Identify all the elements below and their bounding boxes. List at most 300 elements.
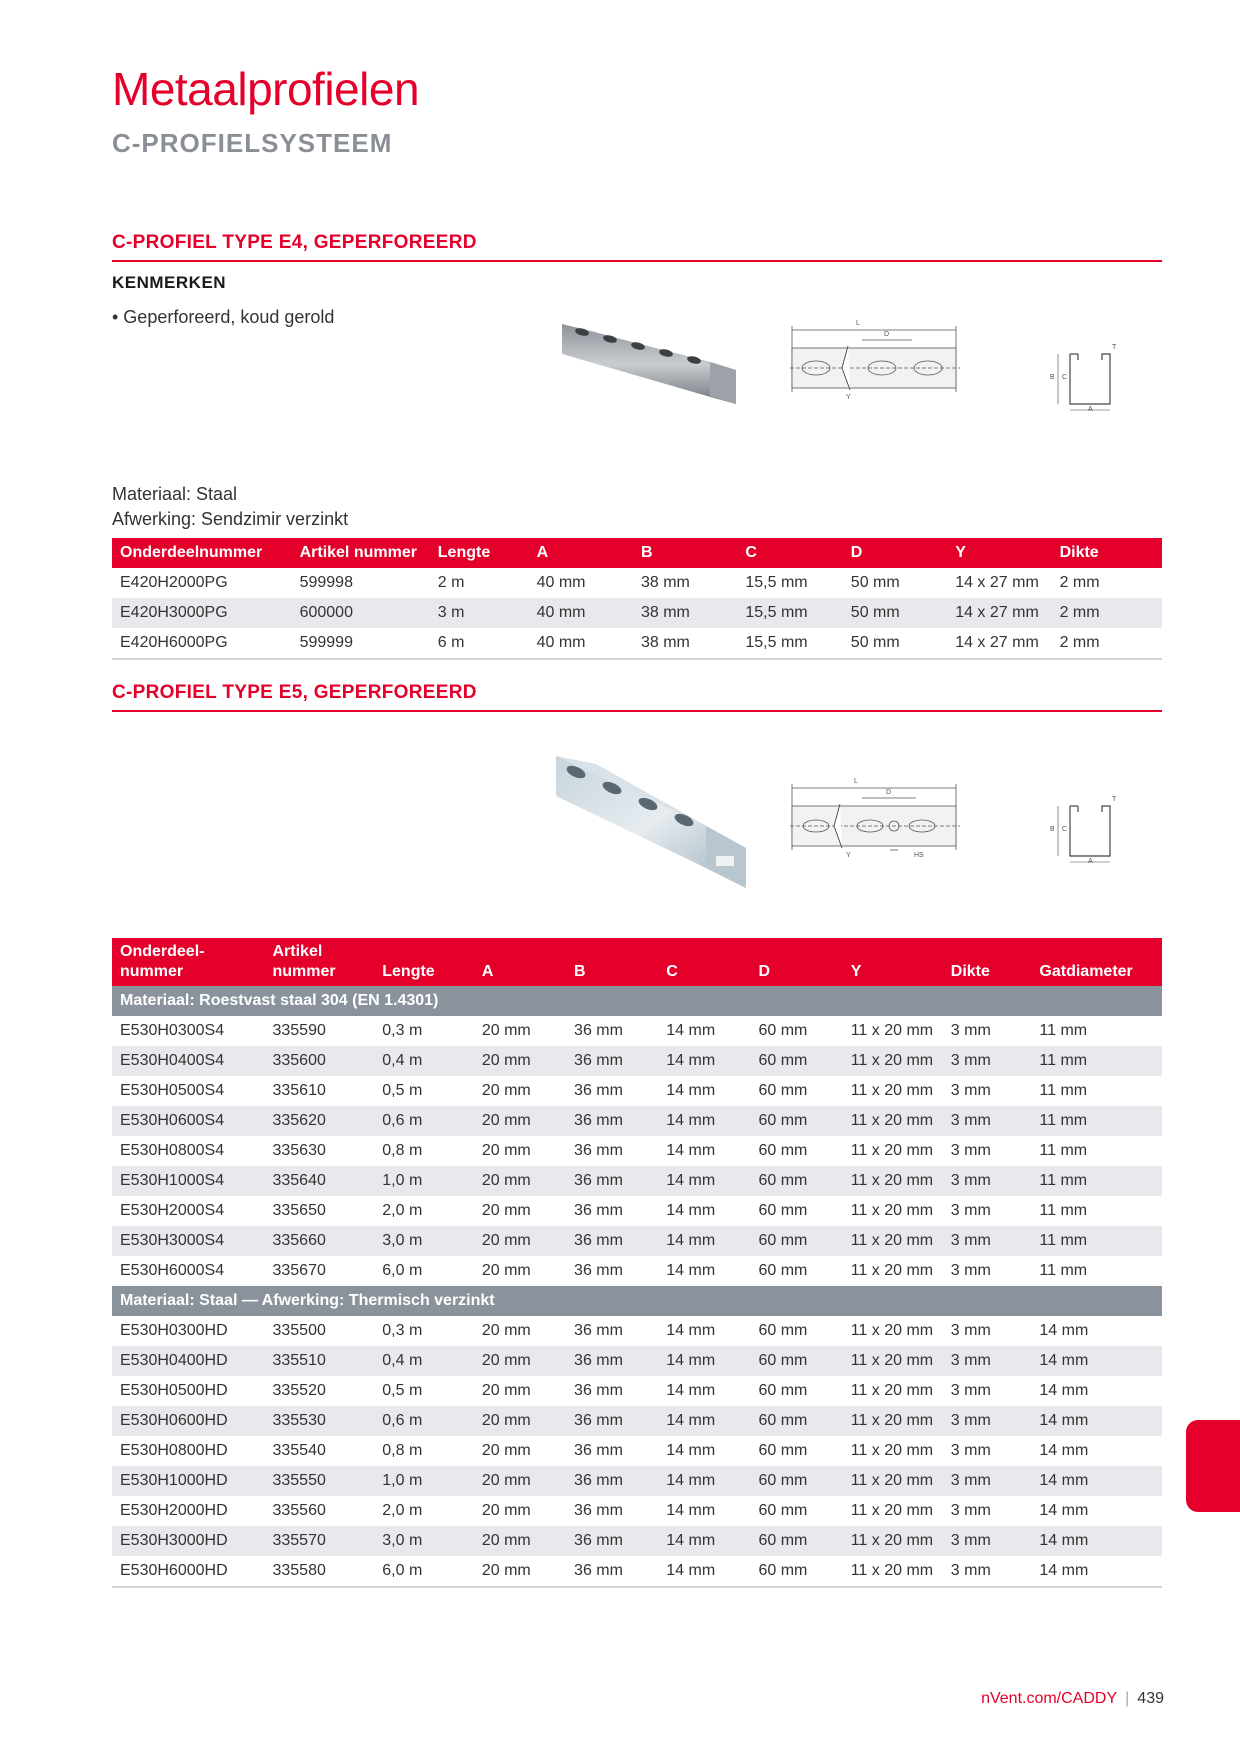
- table-cell: 335560: [272, 1502, 326, 1519]
- table-cell: 14 mm: [658, 1406, 750, 1436]
- table-cell: 0,3 m: [382, 1022, 423, 1039]
- label-t: T: [1112, 796, 1117, 803]
- section-heading-e4: C-PROFIEL TYPE E4, GEPERFOREERD: [112, 232, 1162, 262]
- table-row: [112, 1166, 1162, 1196]
- table-cell: 60 mm: [758, 1322, 808, 1339]
- table-cell: E530H2000HD: [120, 1502, 228, 1519]
- label-b: B: [1050, 826, 1055, 833]
- table-cell: 40 mm: [529, 628, 633, 659]
- table-cell: 50 mm: [843, 628, 947, 659]
- table-cell: 14 mm: [666, 1022, 716, 1039]
- column-header: Dikte: [1052, 538, 1162, 568]
- label-y: Y: [846, 394, 851, 401]
- table-cell: 2,0 m: [382, 1502, 423, 1519]
- chapter-tab: [1186, 1420, 1240, 1512]
- table-cell: 6,0 m: [382, 1262, 423, 1279]
- table-cell: 335650: [272, 1202, 326, 1219]
- table-cell: 11 x 20 mm: [843, 1346, 943, 1376]
- table-cell: 3 mm: [943, 1346, 1032, 1376]
- table-cell: 3 mm: [950, 1262, 991, 1279]
- table-row: [112, 1106, 1162, 1136]
- table-cell: 60 mm: [750, 1556, 842, 1587]
- table-cell: 11 mm: [1031, 1166, 1162, 1196]
- table-cell: 3 mm: [950, 1202, 991, 1219]
- table-cell: 15,5 mm: [737, 628, 842, 659]
- table-header-row: [112, 538, 1162, 568]
- table-cell: 14 mm: [658, 1106, 750, 1136]
- table-cell: 11 x 20 mm: [850, 1262, 934, 1279]
- table-cell: 11 x 20 mm: [843, 1556, 943, 1587]
- table-row: [112, 628, 1162, 659]
- column-header: [1031, 938, 1162, 986]
- table-cell: E530H0500HD: [120, 1382, 228, 1399]
- table-cell: 14 mm: [658, 1556, 750, 1587]
- table-cell: 60 mm: [758, 1082, 808, 1099]
- table-row: [112, 1226, 1162, 1256]
- dimension-diagram-e4: [790, 322, 960, 402]
- table-cell: 14 mm: [1039, 1382, 1089, 1399]
- table-cell: 60 mm: [758, 1502, 808, 1519]
- table-cell: 36 mm: [566, 1226, 658, 1256]
- table-cell: 2 mm: [1052, 628, 1162, 659]
- table-cell: 20 mm: [474, 1046, 566, 1076]
- table-cell: 20 mm: [481, 1142, 531, 1159]
- table-row: [112, 568, 1162, 598]
- column-header-line2: D: [758, 963, 771, 980]
- table-cell: 14 mm: [666, 1322, 716, 1339]
- table-cell: 36 mm: [566, 1346, 658, 1376]
- table-cell: 3 mm: [943, 1166, 1032, 1196]
- table-cell: 599999: [292, 628, 430, 659]
- footer-separator: |: [1125, 1690, 1130, 1707]
- table-cell: 335630: [272, 1142, 326, 1159]
- column-header-line1: Artikel: [272, 943, 323, 960]
- table-cell: 36 mm: [574, 1082, 623, 1099]
- table-cell: 0,8 m: [382, 1142, 423, 1159]
- label-a: A: [1088, 858, 1093, 865]
- table-cell: 20 mm: [481, 1202, 531, 1219]
- table-cell: 36 mm: [574, 1262, 623, 1279]
- table-cell: 3 mm: [950, 1382, 991, 1399]
- table-row: [112, 1316, 1162, 1346]
- column-header: [943, 938, 1032, 986]
- table-cell: E530H0600S4: [112, 1106, 264, 1136]
- table-row: [112, 1466, 1162, 1496]
- table-cell: 15,5 mm: [737, 598, 842, 628]
- table-cell: E530H3000S4: [112, 1226, 264, 1256]
- table-cell: 20 mm: [474, 1166, 566, 1196]
- column-header: [374, 938, 474, 986]
- table-cell: 11 x 20 mm: [850, 1142, 934, 1159]
- table-cell: E530H0400HD: [112, 1346, 264, 1376]
- table-cell: 36 mm: [574, 1322, 623, 1339]
- table-cell: 14 mm: [1031, 1526, 1162, 1556]
- table-cell: 14 mm: [658, 1166, 750, 1196]
- table-cell: 14 mm: [666, 1202, 716, 1219]
- column-header: [843, 938, 943, 986]
- table-cell: 38 mm: [633, 598, 737, 628]
- table-cell: 3 mm: [943, 1226, 1032, 1256]
- table-cell: 11 mm: [1031, 1226, 1162, 1256]
- spec-table-e5: [112, 938, 1162, 1588]
- column-header: Lengte: [430, 538, 529, 568]
- table-cell: 14 x 27 mm: [947, 598, 1051, 628]
- table-cell: 335500: [272, 1322, 326, 1339]
- table-cell: 11 x 20 mm: [850, 1502, 934, 1519]
- table-cell: 6 m: [430, 628, 529, 659]
- table-cell: 0,3 m: [382, 1322, 423, 1339]
- table-cell: 60 mm: [758, 1262, 808, 1279]
- table-cell: 14 mm: [666, 1142, 716, 1159]
- table-cell: 3 mm: [950, 1322, 991, 1339]
- cross-section-e4: [1050, 344, 1120, 414]
- table-cell: 11 x 20 mm: [850, 1202, 934, 1219]
- table-cell: 20 mm: [474, 1346, 566, 1376]
- table-cell: 15,5 mm: [745, 574, 808, 591]
- table-row: [112, 1436, 1162, 1466]
- table-cell: E530H6000S4: [120, 1262, 225, 1279]
- table-cell: 3,0 m: [374, 1526, 474, 1556]
- column-header: C: [737, 538, 842, 568]
- table-cell: 335540: [272, 1442, 326, 1459]
- table-cell: 20 mm: [481, 1022, 531, 1039]
- table-cell: 20 mm: [481, 1082, 531, 1099]
- group-row: [112, 1286, 1162, 1316]
- table-cell: 60 mm: [750, 1466, 842, 1496]
- column-header: [750, 938, 842, 986]
- table-row: [112, 598, 1162, 628]
- table-cell: 3 mm: [943, 1466, 1032, 1496]
- page-title: Metaalprofielen: [112, 63, 420, 115]
- table-cell: 36 mm: [566, 1526, 658, 1556]
- label-a: A: [1088, 406, 1093, 413]
- table-header-row: [112, 938, 1162, 986]
- table-row: [112, 1016, 1162, 1046]
- column-header-line2: A: [481, 963, 494, 980]
- group-label: Materiaal: Roestvast staal 304 (EN 1.4301): [112, 986, 1162, 1016]
- table-cell: 14 mm: [666, 1082, 716, 1099]
- section-heading-e5: C-PROFIEL TYPE E5, GEPERFOREERD: [112, 682, 1162, 712]
- table-cell: 11 mm: [1039, 1202, 1088, 1219]
- table-cell: 11 mm: [1039, 1142, 1088, 1159]
- table-cell: 36 mm: [566, 1406, 658, 1436]
- table-cell: 11 x 20 mm: [850, 1022, 934, 1039]
- table-cell: 14 mm: [1039, 1502, 1089, 1519]
- group-row: [112, 986, 1162, 1016]
- table-cell: 14 x 27 mm: [947, 628, 1051, 659]
- table-cell: E530H0400S4: [112, 1046, 264, 1076]
- cross-section-e5: [1050, 796, 1120, 866]
- column-header: [264, 938, 374, 986]
- page-number: 439: [1137, 1690, 1164, 1707]
- table-cell: 14 mm: [658, 1526, 750, 1556]
- group-label: Materiaal: Staal — Afwerking: Thermisch verzinkt: [112, 1286, 1162, 1316]
- table-cell: 60 mm: [750, 1046, 842, 1076]
- table-cell: 20 mm: [474, 1556, 566, 1587]
- table-cell: 335660: [264, 1226, 374, 1256]
- table-row: [112, 1406, 1162, 1436]
- column-header: Artikel nummer: [292, 538, 430, 568]
- table-cell: E530H0500S4: [120, 1082, 225, 1099]
- material-text: Materiaal: Staal: [112, 484, 238, 504]
- table-row: [112, 1256, 1162, 1286]
- label-y: Y: [846, 852, 851, 859]
- label-hs: HS: [914, 852, 924, 859]
- dimension-diagram-e5: [790, 780, 960, 862]
- table-cell: 36 mm: [566, 1046, 658, 1076]
- label-t: T: [1112, 344, 1117, 351]
- column-header-line2: nummer: [120, 963, 184, 980]
- table-cell: 14 mm: [1031, 1406, 1162, 1436]
- table-cell: 3 mm: [943, 1106, 1032, 1136]
- table-cell: 1,0 m: [374, 1466, 474, 1496]
- table-cell: E420H3000PG: [112, 598, 292, 628]
- table-cell: 36 mm: [566, 1166, 658, 1196]
- table-cell: 14 mm: [666, 1502, 716, 1519]
- product-photo-e4: [560, 318, 740, 408]
- table-cell: 11 x 20 mm: [850, 1442, 934, 1459]
- column-header: Y: [947, 538, 1051, 568]
- table-cell: 14 mm: [1039, 1322, 1089, 1339]
- table-cell: 11 mm: [1039, 1082, 1088, 1099]
- table-cell: 335640: [264, 1166, 374, 1196]
- table-cell: 20 mm: [481, 1322, 531, 1339]
- table-cell: 335530: [264, 1406, 374, 1436]
- table-cell: 335520: [272, 1382, 326, 1399]
- table-cell: 50 mm: [843, 598, 947, 628]
- table-cell: 11 mm: [1039, 1262, 1088, 1279]
- table-cell: 3 mm: [943, 1556, 1032, 1587]
- table-cell: 335670: [272, 1262, 326, 1279]
- table-cell: 3 mm: [943, 1406, 1032, 1436]
- table-cell: 599998: [299, 574, 353, 591]
- table-cell: 36 mm: [574, 1382, 623, 1399]
- table-cell: E530H6000HD: [112, 1556, 264, 1587]
- column-header-line1: Onderdeel-: [120, 943, 205, 960]
- table-cell: 6,0 m: [374, 1556, 474, 1587]
- table-cell: 60 mm: [750, 1226, 842, 1256]
- table-cell: 14 mm: [658, 1226, 750, 1256]
- table-cell: E530H0300S4: [120, 1022, 225, 1039]
- column-header: [566, 938, 658, 986]
- page-subtitle: C-PROFIELSYSTEEM: [112, 128, 393, 158]
- column-header-line2: C: [666, 963, 678, 980]
- table-cell: 2,0 m: [382, 1202, 423, 1219]
- table-cell: 11 x 20 mm: [843, 1226, 943, 1256]
- label-c: C: [1062, 374, 1068, 381]
- table-cell: 335620: [264, 1106, 374, 1136]
- column-header: Onderdeelnummer: [112, 538, 292, 568]
- table-cell: 335510: [264, 1346, 374, 1376]
- table-cell: 36 mm: [574, 1142, 623, 1159]
- table-cell: 14 mm: [666, 1442, 716, 1459]
- footer: [981, 1690, 1164, 1708]
- table-cell: 14 mm: [1031, 1466, 1162, 1496]
- label-d: D: [886, 789, 892, 796]
- table-cell: 36 mm: [566, 1466, 658, 1496]
- table-cell: 20 mm: [474, 1406, 566, 1436]
- footer-url[interactable]: nVent.com/CADDY: [981, 1690, 1118, 1707]
- table-row: [112, 1346, 1162, 1376]
- table-cell: 600000: [292, 598, 430, 628]
- table-cell: 20 mm: [474, 1526, 566, 1556]
- table-cell: 36 mm: [574, 1442, 623, 1459]
- table-cell: 335610: [272, 1082, 326, 1099]
- table-cell: E530H0300HD: [120, 1322, 228, 1339]
- table-cell: 14 mm: [658, 1466, 750, 1496]
- column-header: [112, 938, 264, 986]
- table-cell: 11 x 20 mm: [850, 1322, 934, 1339]
- features-heading: KENMERKEN: [112, 273, 227, 292]
- table-cell: 14 mm: [1031, 1556, 1162, 1587]
- table-cell: 14 mm: [1039, 1442, 1089, 1459]
- table-cell: 38 mm: [633, 628, 737, 659]
- table-row: [112, 1556, 1162, 1587]
- table-cell: 60 mm: [750, 1346, 842, 1376]
- table-cell: 11 mm: [1031, 1106, 1162, 1136]
- spec-table-e4: [112, 538, 1162, 660]
- table-cell: 36 mm: [566, 1106, 658, 1136]
- table-cell: E530H0800HD: [120, 1442, 228, 1459]
- table-cell: 3 mm: [950, 1502, 991, 1519]
- table-cell: E530H1000S4: [112, 1166, 264, 1196]
- feature-bullet: • Geperforeerd, koud gerold: [112, 307, 335, 327]
- label-l: L: [854, 778, 858, 785]
- table-cell: 36 mm: [566, 1556, 658, 1587]
- table-cell: 60 mm: [750, 1406, 842, 1436]
- table-cell: 2 mm: [1052, 598, 1162, 628]
- column-header-line2: Y: [850, 963, 862, 980]
- table-cell: E420H6000PG: [112, 628, 292, 659]
- table-cell: 11 x 20 mm: [843, 1466, 943, 1496]
- table-cell: 50 mm: [850, 574, 900, 591]
- table-cell: 20 mm: [481, 1502, 531, 1519]
- table-cell: 14 mm: [666, 1262, 716, 1279]
- table-row: [112, 1526, 1162, 1556]
- table-cell: 40 mm: [529, 598, 633, 628]
- table-cell: 0,4 m: [374, 1046, 474, 1076]
- table-cell: 11 x 20 mm: [843, 1166, 943, 1196]
- table-cell: E530H0800S4: [120, 1142, 225, 1159]
- table-cell: 2 m: [437, 574, 465, 591]
- column-header-line2: Dikte: [950, 963, 990, 980]
- table-cell: 60 mm: [758, 1202, 808, 1219]
- table-cell: 60 mm: [750, 1526, 842, 1556]
- table-cell: 0,8 m: [382, 1442, 423, 1459]
- table-cell: 3 mm: [950, 1442, 991, 1459]
- table-row: [112, 1076, 1162, 1106]
- table-cell: 11 x 20 mm: [850, 1082, 934, 1099]
- table-cell: 0,5 m: [382, 1082, 423, 1099]
- table-cell: 60 mm: [750, 1166, 842, 1196]
- table-cell: 11 x 20 mm: [843, 1046, 943, 1076]
- table-cell: 11 x 20 mm: [850, 1382, 934, 1399]
- column-header: D: [843, 538, 947, 568]
- label-b: B: [1050, 374, 1055, 381]
- table-cell: 335580: [264, 1556, 374, 1587]
- column-header-line2: B: [574, 963, 586, 980]
- table-cell: 38 mm: [640, 574, 690, 591]
- table-row: [112, 1136, 1162, 1166]
- table-cell: 3 mm: [950, 1082, 991, 1099]
- table-cell: 335600: [264, 1046, 374, 1076]
- table-row: [112, 1046, 1162, 1076]
- table-cell: 14 mm: [666, 1382, 716, 1399]
- table-cell: 1,0 m: [374, 1166, 474, 1196]
- table-cell: 2 mm: [1059, 574, 1100, 591]
- finish-text: Afwerking: Sendzimir verzinkt: [112, 509, 349, 529]
- table-cell: 20 mm: [481, 1442, 531, 1459]
- table-cell: 11 mm: [1039, 1022, 1088, 1039]
- table-cell: 335590: [272, 1022, 326, 1039]
- table-cell: 20 mm: [474, 1106, 566, 1136]
- column-header-line2: Lengte: [382, 963, 435, 980]
- table-cell: 3 mm: [943, 1526, 1032, 1556]
- column-header: [658, 938, 750, 986]
- table-cell: 11 x 20 mm: [843, 1526, 943, 1556]
- table-cell: 0,6 m: [374, 1406, 474, 1436]
- table-cell: 3 mm: [943, 1046, 1032, 1076]
- column-header-line2: nummer: [272, 963, 336, 980]
- table-cell: 60 mm: [758, 1442, 808, 1459]
- column-header-line2: Gatdiameter: [1039, 963, 1133, 980]
- label-l: L: [856, 320, 860, 327]
- table-row: [112, 1496, 1162, 1526]
- table-cell: 11 mm: [1031, 1046, 1162, 1076]
- label-c: C: [1062, 826, 1068, 833]
- column-header: [474, 938, 566, 986]
- column-header: B: [633, 538, 737, 568]
- table-cell: 0,4 m: [374, 1346, 474, 1376]
- table-cell: 20 mm: [474, 1466, 566, 1496]
- table-row: [112, 1196, 1162, 1226]
- table-cell: 335550: [264, 1466, 374, 1496]
- table-cell: 36 mm: [574, 1022, 623, 1039]
- label-d: D: [884, 331, 890, 338]
- table-cell: 3 mm: [950, 1142, 991, 1159]
- table-cell: E530H0600HD: [112, 1406, 264, 1436]
- table-cell: 3,0 m: [374, 1226, 474, 1256]
- table-cell: 60 mm: [758, 1382, 808, 1399]
- table-cell: 60 mm: [758, 1142, 808, 1159]
- table-cell: E530H1000HD: [112, 1466, 264, 1496]
- column-header: A: [529, 538, 633, 568]
- table-cell: 20 mm: [481, 1262, 531, 1279]
- table-cell: 20 mm: [481, 1382, 531, 1399]
- table-cell: 40 mm: [536, 574, 586, 591]
- table-cell: 11 x 20 mm: [843, 1106, 943, 1136]
- table-cell: 14 mm: [1031, 1346, 1162, 1376]
- table-cell: 335570: [264, 1526, 374, 1556]
- table-cell: E530H3000HD: [112, 1526, 264, 1556]
- table-cell: 11 x 20 mm: [843, 1406, 943, 1436]
- product-photo-e5: [556, 756, 748, 890]
- table-cell: 14 mm: [658, 1046, 750, 1076]
- table-cell: 60 mm: [758, 1022, 808, 1039]
- table-cell: 3 mm: [950, 1022, 991, 1039]
- table-cell: E530H2000S4: [120, 1202, 225, 1219]
- table-cell: 0,6 m: [374, 1106, 474, 1136]
- table-cell: 3 m: [430, 598, 529, 628]
- table-cell: 36 mm: [574, 1202, 623, 1219]
- table-cell: 0,5 m: [382, 1382, 423, 1399]
- table-cell: E420H2000PG: [120, 574, 228, 591]
- table-cell: 60 mm: [750, 1106, 842, 1136]
- table-cell: 14 mm: [658, 1346, 750, 1376]
- table-cell: 14 x 27 mm: [955, 574, 1039, 591]
- table-row: [112, 1376, 1162, 1406]
- table-cell: 20 mm: [474, 1226, 566, 1256]
